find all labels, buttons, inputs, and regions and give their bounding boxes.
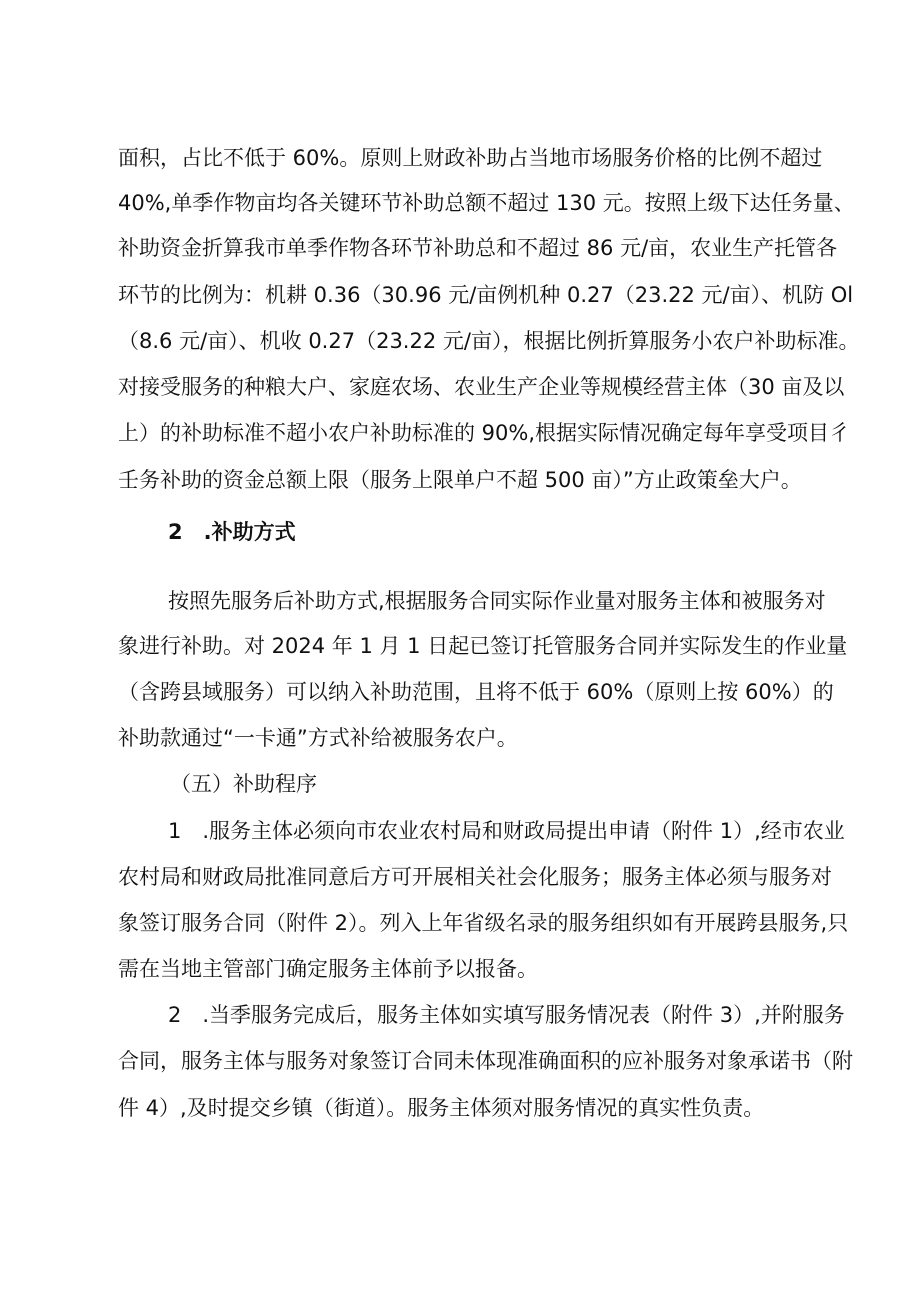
- paragraph-3-line-1: 1 .服务主体必须向市农业农村局和财政局提出申请（附件 1）,经市农业: [168, 819, 845, 843]
- paragraph-3-line-4: 需在当地主管部门确定服务主体前予以报备。: [118, 957, 538, 981]
- section-heading-procedure: （五）补助程序: [170, 772, 317, 796]
- paragraph-1-line-4: 环节的比例为：机耕 0.36（30.96 元/亩例机种 0.27（23.22 元/亩）、机防 Ol: [118, 283, 854, 307]
- paragraph-4-line-3: 件 4）,及时提交乡镇（街道）。服务主体须对服务情况的真实性负责。: [118, 1096, 765, 1120]
- paragraph-2-line-1: 按照先服务后补助方式,根据服务合同实际作业量对服务主体和被服务对: [168, 589, 826, 613]
- paragraph-2-line-4: 补助款通过“一卡通”方式补给被服务农户。: [118, 726, 518, 750]
- paragraph-1-line-7: 上）的补助标准不超小农户补助标准的 90%,根据实际情况确定每年享受项目彳: [118, 421, 851, 445]
- paragraph-1-line-2: 40%,单季作物亩均各关键环节补助总额不超过 130 元。按照上级下达任务量、: [118, 191, 855, 215]
- paragraph-1-line-5: （8.6 元/亩）、机收 0.27（23.22 元/亩），根据比例折算服务小农户补助标准。: [118, 329, 860, 353]
- paragraph-3-line-2: 农村局和财政局批准同意后方可开展相关社会化服务；服务主体必须与服务对: [118, 865, 832, 889]
- paragraph-1-line-3: 补助资金折算我市单季作物各环节补助总和不超过 86 元/亩，农业生产托管各: [118, 236, 838, 260]
- paragraph-2-line-2: 象进行补助。对 2024 年 1 月 1 日起已签订托管服务合同并实际发生的作业量: [118, 634, 848, 658]
- paragraph-1-line-8: 壬务补助的资金总额上限（服务上限单户不超 500 亩）”方止政策垒大户。: [118, 468, 802, 492]
- paragraph-3-line-3: 象签订服务合同（附件 2）。列入上年省级名录的服务组织如有开展跨县服务,只: [118, 911, 849, 935]
- paragraph-4-line-2: 合同，服务主体与服务对象签订合同未体现准确面积的应补服务对象承诺书（附: [118, 1049, 853, 1073]
- paragraph-2-line-3: （含跨县域服务）可以纳入补助范围，且将不低于 60%（原则上按 60%）的: [118, 680, 834, 704]
- paragraph-1-line-6: 对接受服务的种粮大户、家庭农场、农业生产企业等规模经营主体（30 亩及以: [118, 375, 845, 399]
- paragraph-4-line-1: 2 .当季服务完成后，服务主体如实填写服务情况表（附件 3）,并附服务: [168, 1003, 845, 1027]
- section-heading-subsidy-method: 2 .补助方式: [168, 520, 296, 544]
- paragraph-1-line-1: 面积，占比不低于 60%。原则上财政补助占当地市场服务价格的比例不超过: [118, 146, 823, 170]
